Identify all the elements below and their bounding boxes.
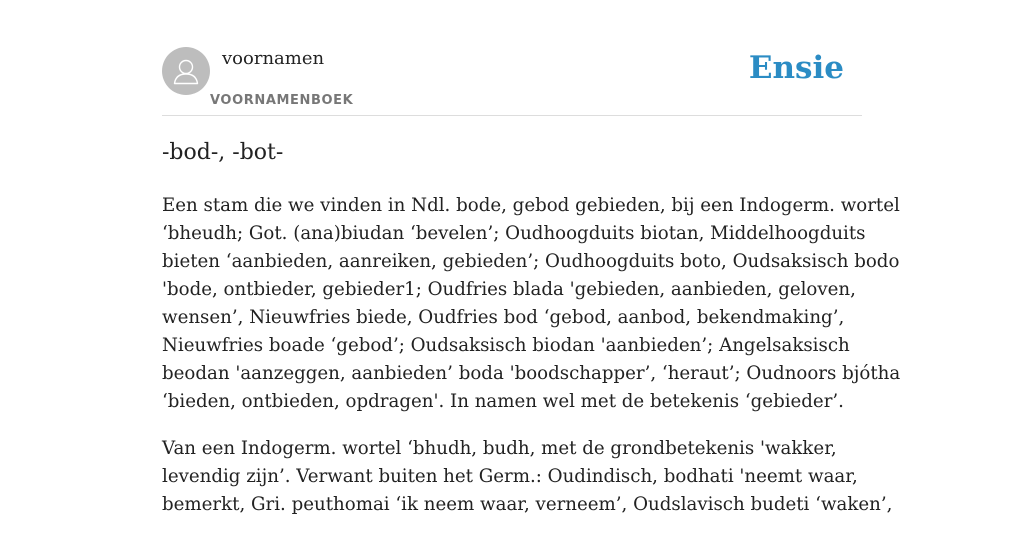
text-line: Nieuwfries boade ‘gebod’; Oudsaksisch biodan 'aanbieden’; Angelsaksisch — [162, 335, 850, 356]
text-line: Een stam die we vinden in Ndl. bode, gebod gebieden, bij een Indogerm. wortel — [162, 195, 900, 216]
entry-header — [162, 47, 862, 116]
text-line: bemerkt, Gri. peuthomai ‘ik neem waar, verneem’, Oudslavisch budeti ‘waken’, — [162, 494, 893, 515]
text-line: 'bode, ontbieder, gebieder1; Oudfries blada 'gebieden, aanbieden, geloven, — [162, 279, 856, 300]
avatar[interactable] — [162, 47, 210, 95]
paragraph — [162, 192, 901, 416]
user-silhouette-icon — [162, 47, 210, 95]
text-line: levendig zijn’. Verwant buiten het Germ.: Oudindisch, bodhati 'neemt waar, — [162, 466, 858, 487]
site-logo[interactable]: Ensie — [748, 50, 844, 86]
text-line: beodan 'aanzeggen, aanbieden’ boda 'boodschapper’, ‘heraut’; Oudnoors bjótha — [162, 363, 901, 384]
author-name[interactable]: voornamen — [222, 48, 325, 69]
text-line: ‘bieden, ontbieden, opdragen'. In namen wel met de betekenis ‘gebieder’. — [162, 391, 844, 412]
entry-title: -bod-, -bot- — [162, 140, 284, 165]
text-line: bieten ‘aanbieden, aanreiken, gebieden’; Oudhoogduits boto, Oudsaksisch bodo — [162, 251, 900, 272]
source-label[interactable]: VOORNAMENBOEK — [210, 93, 354, 108]
text-line: ‘bheudh; Got. (ana)biudan ‘bevelen’; Oudhoogduits biotan, Middelhoogduits — [162, 223, 866, 244]
text-line: wensen’, Nieuwfries biede, Oudfries bod ‘gebod, aanbod, bekendmaking’, — [162, 307, 845, 328]
paragraph — [162, 435, 893, 519]
text-line: Van een Indogerm. wortel ‘bhudh, budh, met de grondbetekenis 'wakker, — [162, 438, 837, 459]
entry-content — [162, 192, 901, 538]
